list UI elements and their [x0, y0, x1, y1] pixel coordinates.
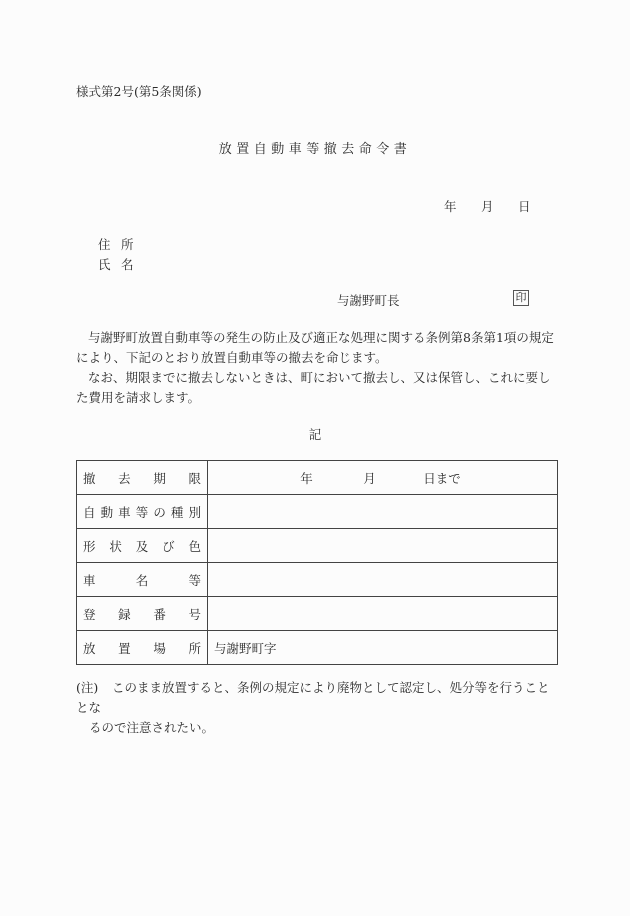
- name-label-char: 名: [121, 257, 134, 272]
- table-row: [77, 461, 558, 495]
- row-label-char: 及: [135, 538, 149, 554]
- date-year: 年: [444, 199, 457, 214]
- deadline-year: 年: [300, 470, 313, 486]
- table-row: [77, 563, 558, 597]
- name-label-char: 氏: [98, 257, 111, 272]
- body-paragraph-1: 与謝野町放置自動車等の発生の防止及び適正な処理に関する条例第8条第1項の規定により、下記のとおり放置自動車等の撤去を命じます。: [76, 330, 554, 365]
- row-label-text: [83, 571, 201, 589]
- row-label-char: 番: [153, 606, 166, 622]
- row-value[interactable]: 与謝野町字: [208, 631, 558, 665]
- detail-table: [76, 460, 558, 665]
- date-month: 月: [481, 199, 494, 214]
- deadline-day: 日まで: [423, 470, 461, 486]
- row-label-char: 等: [135, 504, 149, 520]
- seal-mark: 印: [513, 290, 529, 306]
- table-row: [77, 631, 558, 665]
- note: [76, 678, 560, 738]
- table-row: [77, 495, 558, 529]
- address-label-char: 住: [98, 237, 111, 252]
- row-label-char: 等: [188, 572, 201, 588]
- row-label-char: 限: [188, 470, 201, 486]
- table-row: [77, 597, 558, 631]
- document-title: 放置自動車等撤去命令書: [218, 142, 412, 157]
- row-label-char: 状: [109, 538, 122, 554]
- row-value[interactable]: [208, 563, 558, 597]
- row-label: [77, 563, 208, 597]
- table-row: [77, 529, 558, 563]
- row-label-char: 撤: [83, 470, 96, 486]
- ki-heading: 記: [308, 427, 322, 442]
- issuer-name: 与謝野町長: [337, 293, 400, 308]
- row-label-char: 号: [188, 606, 201, 622]
- row-label-char: 名: [135, 572, 149, 588]
- row-label: [77, 495, 208, 529]
- row-label-text: [83, 639, 201, 657]
- row-label-char: 自: [83, 504, 96, 520]
- row-label-char: 期: [153, 470, 166, 486]
- row-label-char: 車: [83, 572, 96, 588]
- row-label-text: [83, 537, 201, 555]
- row-label-char: 色: [188, 538, 201, 554]
- row-label-char: 録: [118, 606, 131, 622]
- address-label-char: 所: [121, 237, 134, 252]
- address-label: [98, 235, 144, 253]
- row-label-char: 登: [83, 606, 96, 622]
- row-label-char: 車: [118, 504, 131, 520]
- row-label-char: 形: [83, 538, 96, 554]
- note-line-2: るので注意されたい。: [89, 720, 215, 735]
- row-label-char: 放: [83, 640, 96, 656]
- row-label-char: 去: [118, 470, 131, 486]
- row-label-char: の: [153, 504, 166, 520]
- form-number: 様式第2号(第5条関係): [76, 84, 202, 99]
- note-tag: (注): [76, 680, 99, 695]
- row-value[interactable]: [208, 597, 558, 631]
- date-day: 日: [518, 199, 531, 214]
- row-label-char: 場: [153, 640, 166, 656]
- row-label-text: [83, 469, 201, 487]
- note-line-1: このまま放置すると、条例の規定により廃物として認定し、処分等を行うこととな: [76, 680, 550, 715]
- row-label: [77, 461, 208, 495]
- row-label-char: 別: [188, 504, 201, 520]
- row-label-char: 所: [188, 640, 201, 656]
- row-label: [77, 597, 208, 631]
- row-label-text: [83, 503, 201, 521]
- row-label-char: 置: [118, 640, 131, 656]
- row-value[interactable]: [208, 461, 558, 495]
- name-label: [98, 255, 144, 273]
- row-label: [77, 631, 208, 665]
- row-label-char: 種: [170, 504, 184, 520]
- row-value[interactable]: [208, 495, 558, 529]
- row-label-char: 動: [100, 504, 114, 520]
- body-paragraph-2: なお、期限までに撤去しないときは、町において撤去し、又は保管し、これに要した費用を請求します。: [76, 370, 551, 405]
- row-value[interactable]: [208, 529, 558, 563]
- deadline-value: [204, 469, 557, 487]
- row-label: [77, 529, 208, 563]
- issue-date: [444, 197, 531, 215]
- row-label-text: [83, 605, 201, 623]
- row-label-char: び: [162, 538, 175, 554]
- deadline-month: 月: [363, 470, 376, 486]
